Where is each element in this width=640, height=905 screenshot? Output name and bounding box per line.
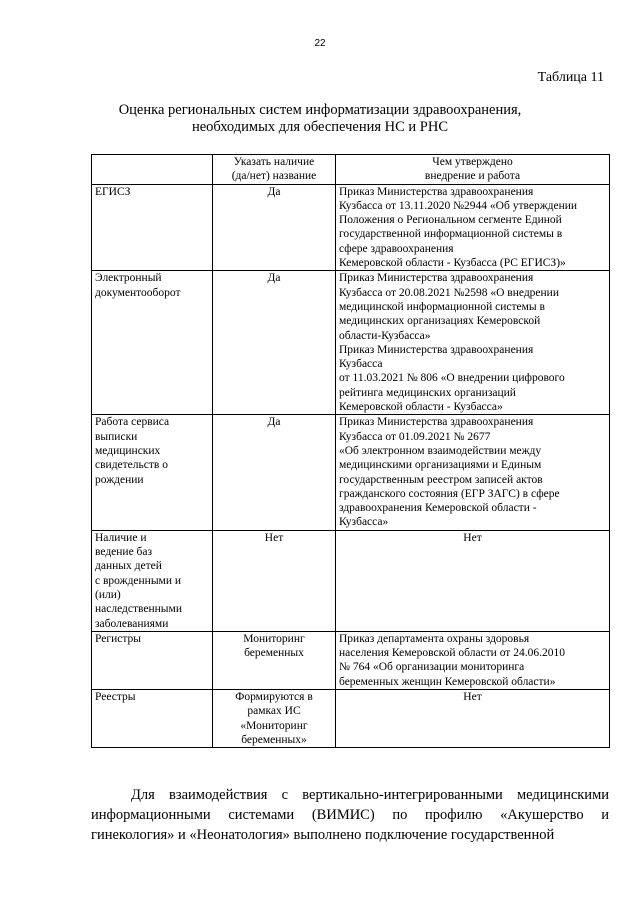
- title-line-1: Оценка региональных систем информатизации здравоохранения,: [118, 102, 522, 118]
- row-approval: Приказ Министерства здравоохранения Кузбасса от 13.11.2020 №2944 «Об утверждении Положения о Региональном сегменте Единой государственной информационной системы в сфере здравоохранения Кемеровской области - Кузбасса (РС ЕГИСЗ)»: [336, 184, 610, 271]
- row-presence: Да: [213, 184, 336, 271]
- table-row: [92, 689, 610, 747]
- document-title: [0, 102, 640, 136]
- header-presence: Указать наличие (да/нет) название: [213, 155, 336, 185]
- header-approval: Чем утверждено внедрение и работа: [336, 155, 610, 185]
- row-name: Наличие и ведение баз данных детей с врожденными и (или) наследственными заболеваниями: [92, 530, 213, 631]
- row-approval: Нет: [336, 689, 610, 747]
- table-row: [92, 415, 610, 530]
- body-paragraph: Для взаимодействия с вертикально-интегрированными медицинскими информационными системами (ВИМИС) по профилю «Акушерство и гинекология» и «Неонатология» выполнено подключение государственной: [91, 787, 609, 843]
- row-presence: Да: [213, 271, 336, 415]
- row-name: ЕГИСЗ: [92, 184, 213, 271]
- row-approval: Приказ Министерства здравоохранения Кузбасса от 01.09.2021 № 2677 «Об электронном взаимодействии между медицинскими организациями и Единым государственным реестром записей актов гражданского состояния (ЕГР ЗАГС) в сфере здравоохранения Кемеровской области - Кузбасса»: [336, 415, 610, 530]
- table-label: Таблица 11: [537, 70, 604, 85]
- table-row: [92, 184, 610, 271]
- row-name: Электронный документооборот: [92, 271, 213, 415]
- header-name: [92, 155, 213, 185]
- assessment-table: [91, 154, 610, 748]
- title-line-2: необходимых для обеспечения НС и РНС: [191, 119, 449, 135]
- row-name: Реестры: [92, 689, 213, 747]
- row-approval: Приказ Министерства здравоохранения Кузбасса от 20.08.2021 №2598 «О внедрении медицинской информационной системы в медицинских организациях Кемеровской области-Кузбасса» Приказ Министерства здравоохранения Кузбасса от 11.03.2021 № 806 «О внедрении цифрового рейтинга медицинских организаций Кемеровской области - Кузбасса»: [336, 271, 610, 415]
- row-approval: Нет: [336, 530, 610, 631]
- row-approval: Приказ департамента охраны здоровья населения Кемеровской области от 24.06.2010 № 764 «Об организации мониторинга беременных женщин Кемеровской области»: [336, 631, 610, 689]
- table-row: [92, 631, 610, 689]
- row-presence: Формируются в рамках ИС «Мониторинг беременных»: [213, 689, 336, 747]
- row-name: Регистры: [92, 631, 213, 689]
- row-presence: Нет: [213, 530, 336, 631]
- row-presence: Да: [213, 415, 336, 530]
- page-number: 22: [314, 38, 326, 49]
- table-row: [92, 530, 610, 631]
- table-row: [92, 271, 610, 415]
- row-presence: Мониторинг беременных: [213, 631, 336, 689]
- row-name: Работа сервиса выписки медицинских свидетельств о рождении: [92, 415, 213, 530]
- table-header-row: [92, 155, 610, 185]
